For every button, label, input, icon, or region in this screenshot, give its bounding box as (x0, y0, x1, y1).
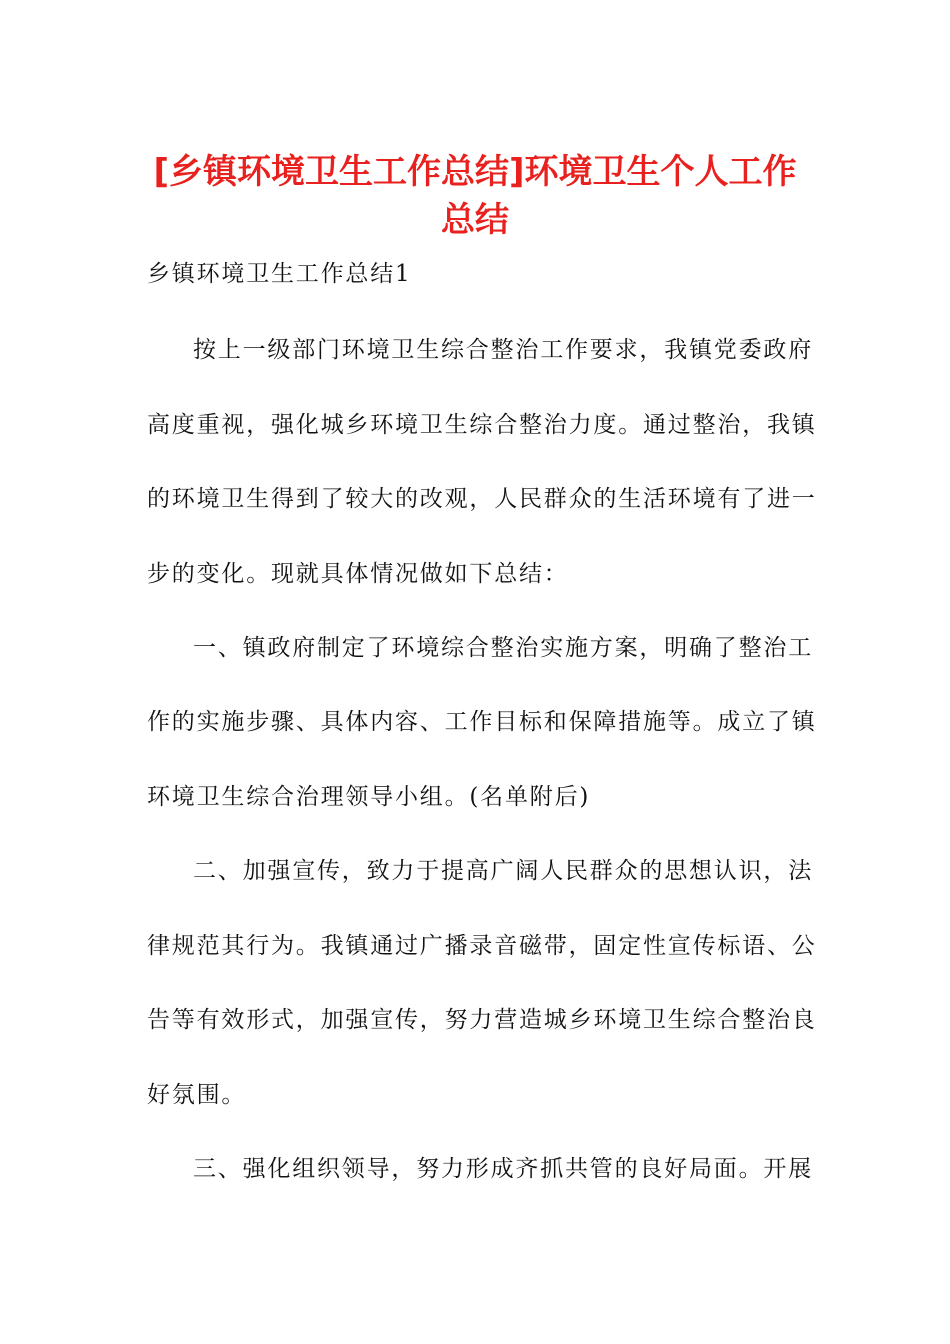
paragraph-line: 三、强化组织领导，努力形成齐抓共管的良好局面。开展 (193, 1156, 813, 1182)
paragraph-line: 一、镇政府制定了环境综合整治实施方案，明确了整治工 (193, 635, 813, 661)
paragraph-line: 好氛围。 (147, 1082, 247, 1108)
paragraph-line: 二、加强宣传，致力于提高广阔人民群众的思想认识，法 (193, 858, 813, 884)
paragraph-line: 作的实施步骤、具体内容、工作目标和保障措施等。成立了镇 (147, 709, 817, 735)
paragraph-line: 告等有效形式，加强宣传，努力营造城乡环境卫生综合整治良 (147, 1007, 817, 1033)
paragraph-line: 的环境卫生得到了较大的改观，人民群众的生活环境有了进一 (147, 486, 817, 512)
section-heading: 乡镇环境卫生工作总结1 (147, 261, 412, 287)
paragraph-line: 高度重视，强化城乡环境卫生综合整治力度。通过整治，我镇 (147, 412, 817, 438)
document-title-line-2: 总结 (441, 200, 509, 240)
document-title-line-1: [乡镇环境卫生工作总结]环境卫生个人工作 (153, 152, 797, 192)
paragraph-line: 按上一级部门环境卫生综合整治工作要求，我镇党委政府 (193, 337, 813, 363)
paragraph-line: 步的变化。现就具体情况做如下总结： (147, 561, 569, 587)
paragraph-line: 律规范其行为。我镇通过广播录音磁带，固定性宣传标语、公 (147, 933, 817, 959)
paragraph-line: 环境卫生综合治理领导小组。(名单附后) (147, 784, 591, 810)
